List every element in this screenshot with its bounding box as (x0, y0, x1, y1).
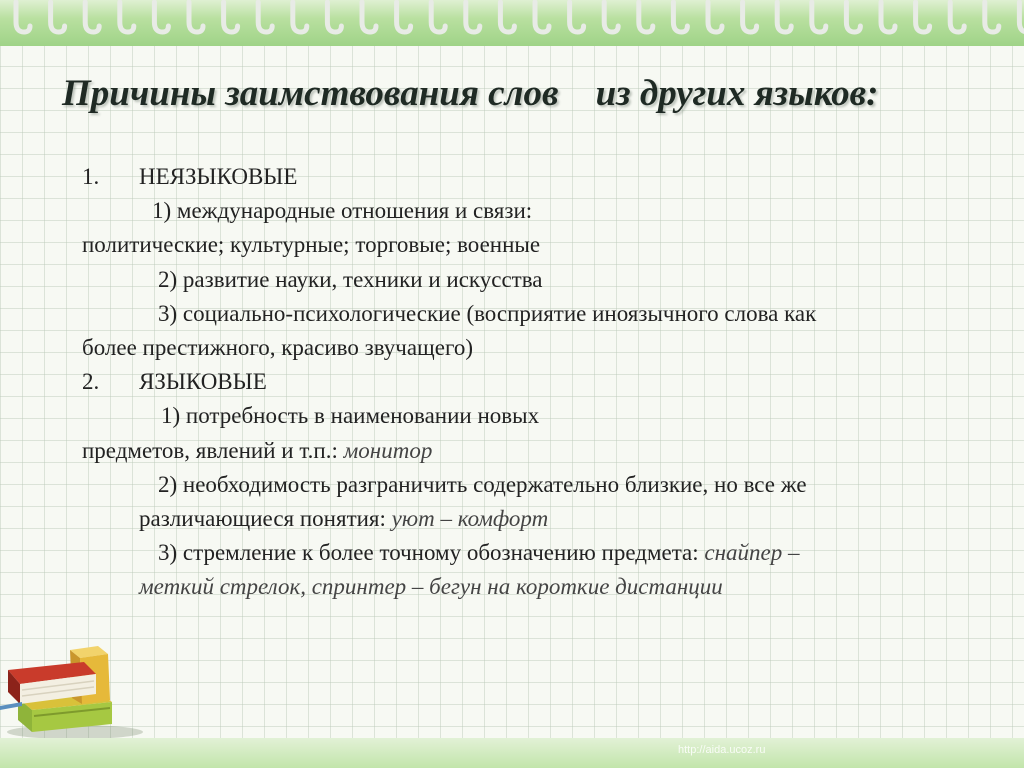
ring (777, 2, 791, 32)
section-1-item-2: 2) развитие науки, техники и искусства (158, 266, 543, 292)
ring (1019, 2, 1024, 32)
section-1-item-1-continuation: политические; культурные; торговые; военные (82, 232, 541, 258)
section-1-item-3: 3) социально-психологические (восприятие иноязычного слова как (158, 300, 817, 326)
ring (16, 2, 30, 32)
ring (673, 2, 687, 32)
example-word: снайпер – (704, 540, 800, 566)
section-2-item-3-continuation (82, 570, 992, 604)
example-word: уют – комфорт (391, 506, 549, 532)
ring (258, 2, 272, 32)
section-1-item-3-continuation: более престижного, красиво звучащего) (82, 335, 473, 361)
section-2-item-1: 1) потребность в наименовании новых (161, 403, 540, 429)
ring (846, 2, 860, 32)
slide-content (82, 160, 992, 605)
ring (743, 2, 757, 32)
ring (85, 2, 99, 32)
ring (189, 2, 203, 32)
ring (881, 2, 895, 32)
section-2-item-1-continuation: предметов, явлений и т.п.: монитор (82, 437, 433, 463)
books-icon (0, 640, 150, 740)
ring (570, 2, 584, 32)
section-2-heading: 2. ЯЗЫКОВЫЕ (82, 369, 267, 395)
ring (224, 2, 238, 32)
section-1-item-1: 1) международные отношения и связи: (152, 198, 533, 224)
ring (293, 2, 307, 32)
ring (327, 2, 341, 32)
ring (950, 2, 964, 32)
ring (51, 2, 65, 32)
watermark-text: http://aida.ucoz.ru (678, 744, 766, 756)
bottom-green-band (0, 738, 1024, 768)
section-2-item-2-continuation: различающиеся понятия: уют – комфорт (139, 506, 549, 532)
example-word: меткий стрелок, спринтер – бегун на короткие дистанции (139, 574, 723, 600)
section-2-item-2: 2) необходимость разграничить содержательно близкие, но все же (158, 471, 807, 497)
ring (466, 2, 480, 32)
ring (120, 2, 134, 32)
ring (154, 2, 168, 32)
ring (604, 2, 618, 32)
ring (431, 2, 445, 32)
section-1-heading: 1. НЕЯЗЫКОВЫЕ (82, 164, 298, 189)
slide-title: Причины заимствования слов из других языков: (62, 73, 879, 114)
ring (639, 2, 653, 32)
ring (916, 2, 930, 32)
ring (362, 2, 376, 32)
ring (708, 2, 722, 32)
ring (535, 2, 549, 32)
ring (985, 2, 999, 32)
example-word: монитор (343, 437, 433, 463)
notebook-rings (0, 0, 1024, 40)
ring (397, 2, 411, 32)
ring (812, 2, 826, 32)
section-2-item-3: 3) стремление к более точному обозначению предмета: снайпер – (158, 540, 800, 566)
ring (500, 2, 514, 32)
